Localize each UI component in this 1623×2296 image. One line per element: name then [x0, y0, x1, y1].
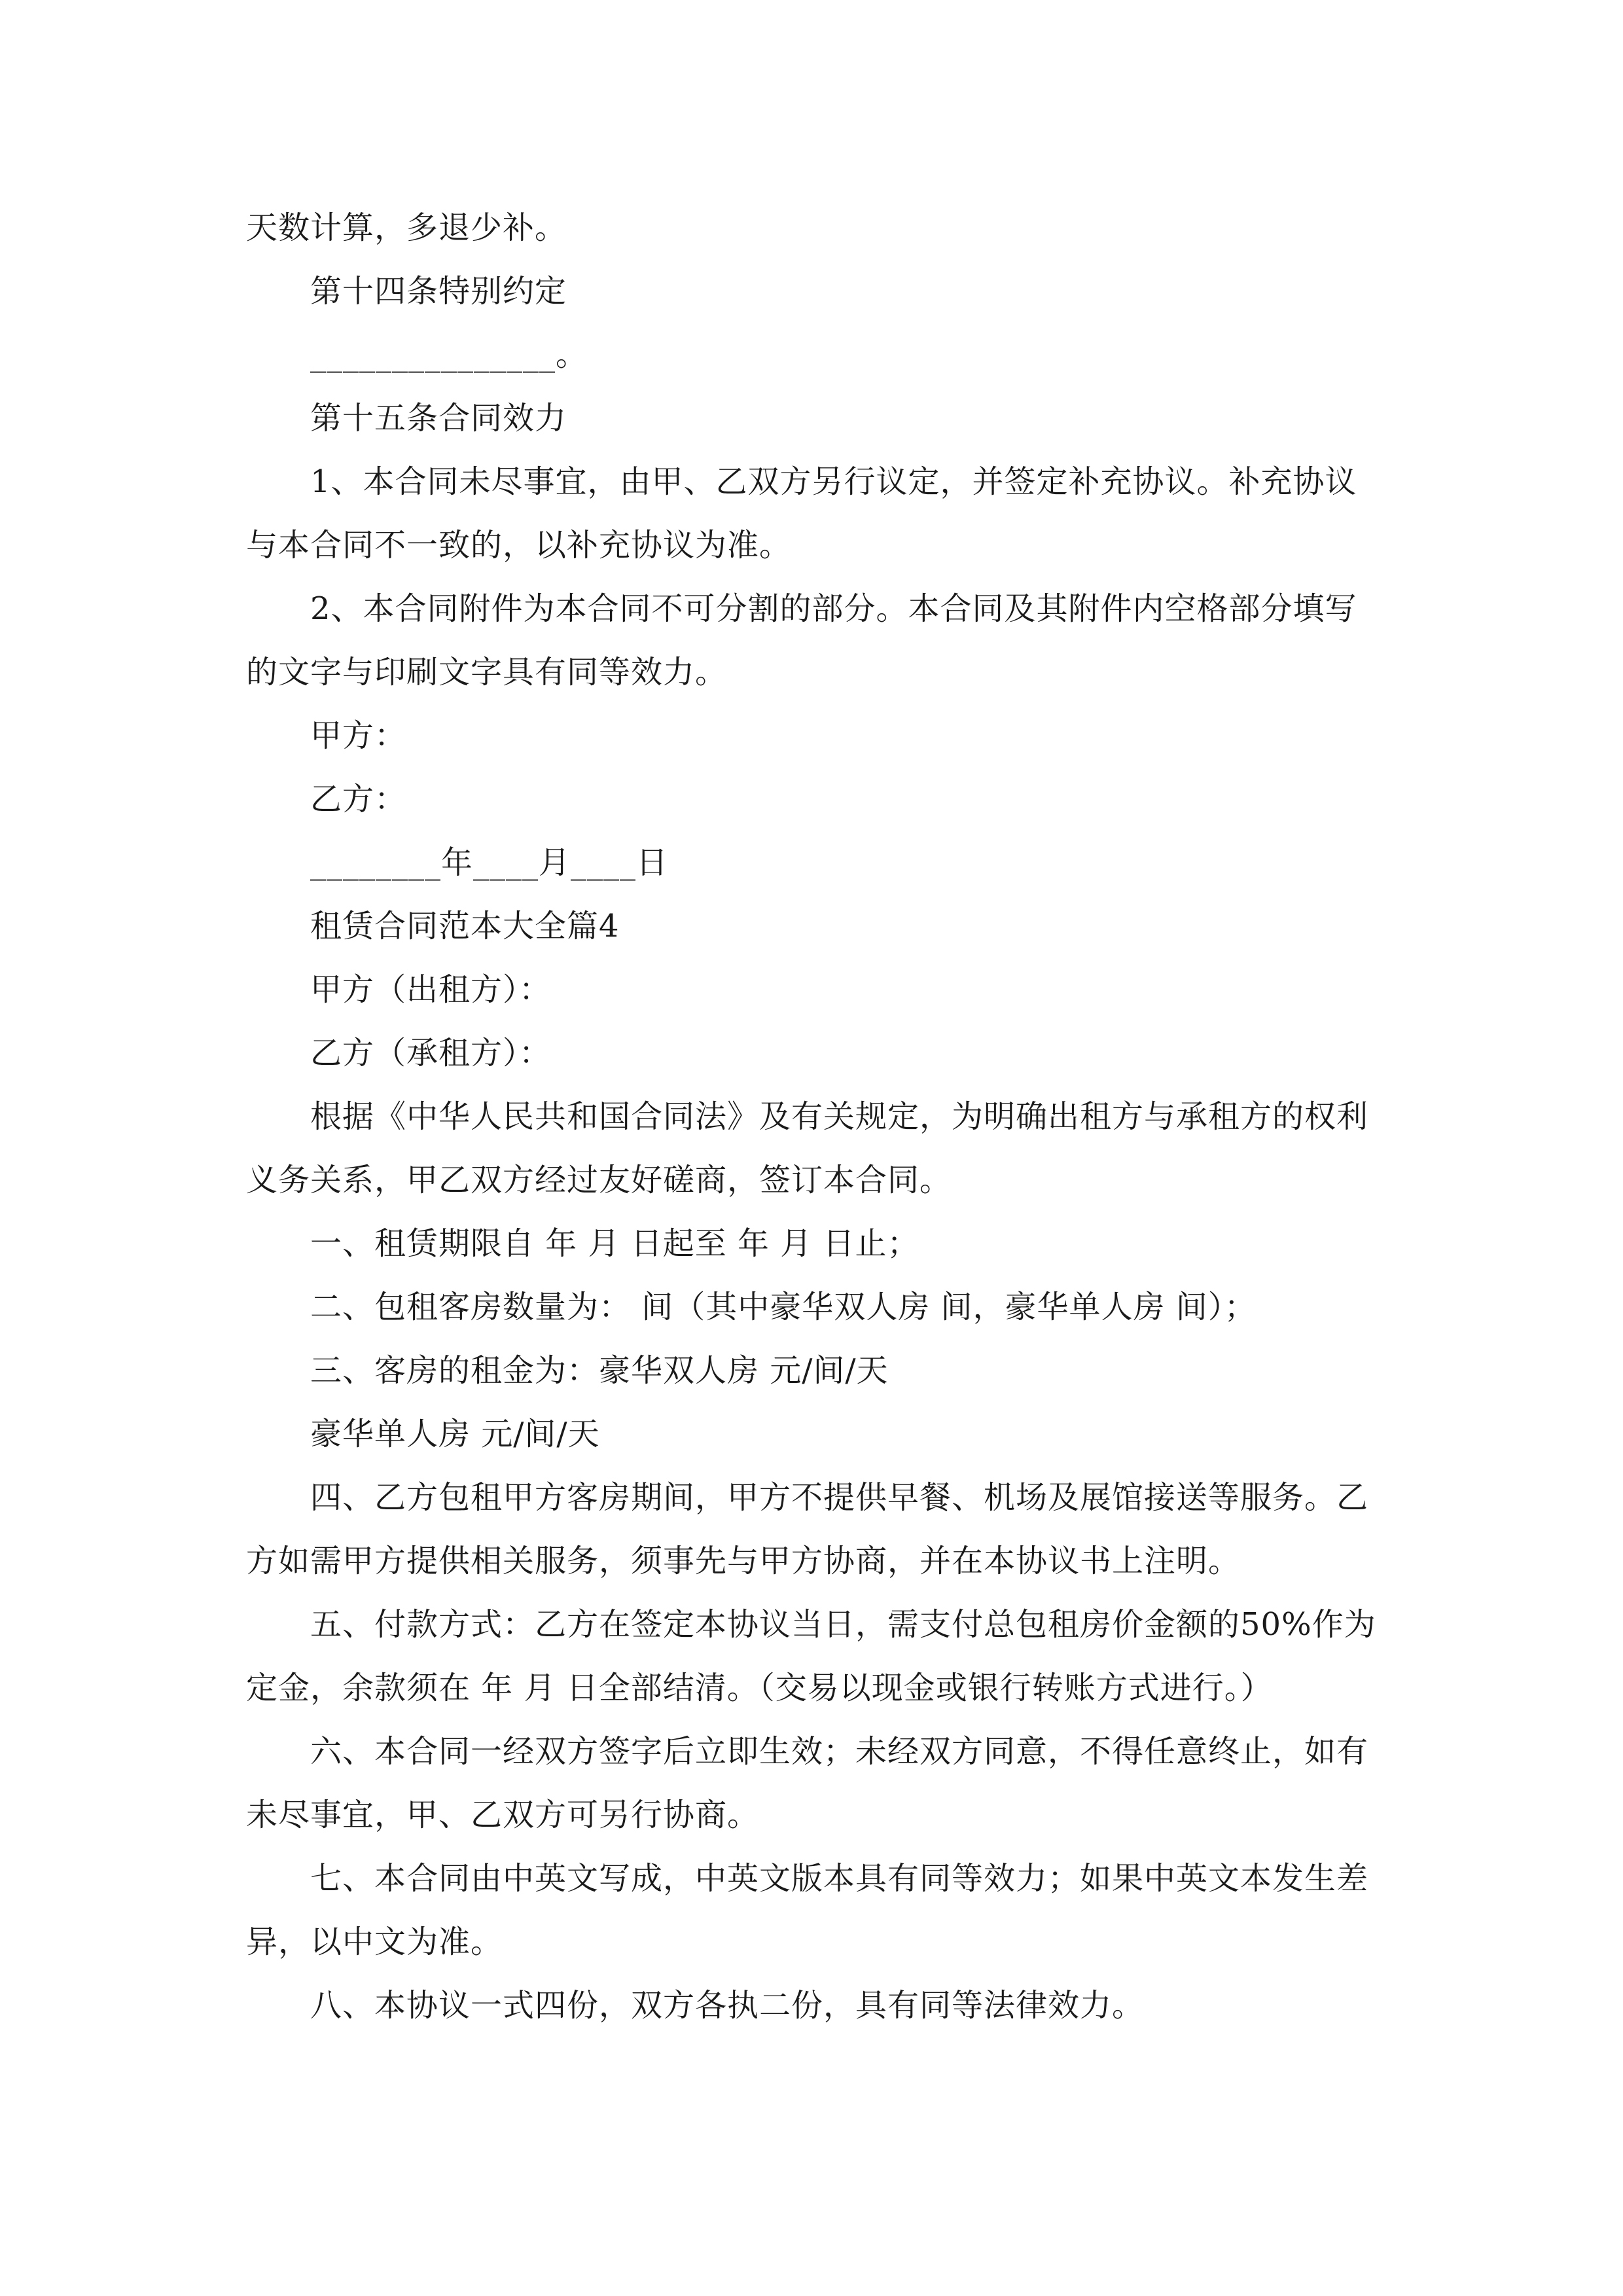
clause: 二、包租客房数量为： 间（其中豪华双人房 间，豪华单人房 间）； — [310, 1289, 1257, 1325]
section-heading: 第十五条合同效力 — [310, 400, 567, 437]
clause: 八、本协议一式四份，双方各执二份，具有同等法律效力。 — [310, 1987, 1145, 2024]
party-a-label: 甲方： — [310, 717, 407, 754]
document-title: 租赁合同范本大全篇4 — [310, 908, 620, 944]
clause: 四、乙方包租甲方客房期间，甲方不提供早餐、机场及展馆接送等服务。乙方如需甲方提供相关服务，须事先与甲方协商，并在本协议书上注明。 — [246, 1479, 1369, 1579]
clause: 豪华单人房 元/间/天 — [310, 1416, 600, 1452]
paragraph: 根据《中华人民共和国合同法》及有关规定，为明确出租方与承租方的权利义务关系，甲乙双方经过友好磋商，签订本合同。 — [246, 1098, 1369, 1198]
document-body — [246, 196, 1378, 2037]
party-b-label: 乙方： — [310, 781, 407, 817]
clause: 七、本合同由中英文写成，中英文版本具有同等效力；如果中英文本发生差异，以中文为准。 — [246, 1860, 1369, 1960]
paragraph: 2、本合同附件为本合同不可分割的部分。本合同及其附件内空格部分填写的文字与印刷文字具有同等效力。 — [246, 590, 1357, 691]
lessor-label: 甲方（出租方）： — [310, 971, 552, 1008]
lessee-label: 乙方（承租方）： — [310, 1035, 552, 1071]
clause: 一、租赁期限自 年 月 日起至 年 月 日止； — [310, 1225, 919, 1262]
clause: 三、客房的租金为：豪华双人房 元/间/天 — [310, 1352, 889, 1389]
clause: 六、本合同一经双方签字后立即生效；未经双方同意，不得任意终止，如有未尽事宜，甲、乙双方可另行协商。 — [246, 1733, 1369, 1833]
clause: 五、付款方式：乙方在签定本协议当日，需支付总包租房价金额的50%作为定金，余款须在 年 月 日全部结清。（交易以现金或银行转账方式进行。） — [246, 1606, 1376, 1706]
blank-line: _______________。 — [310, 336, 588, 373]
section-heading: 第十四条特别约定 — [310, 273, 567, 310]
paragraph: 天数计算，多退少补。 — [246, 209, 567, 246]
paragraph: 1、本合同未尽事宜，由甲、乙双方另行议定，并签定补充协议。补充协议与本合同不一致的，以补充协议为准。 — [246, 463, 1357, 564]
date-line: ________年____月____日 — [310, 844, 669, 881]
